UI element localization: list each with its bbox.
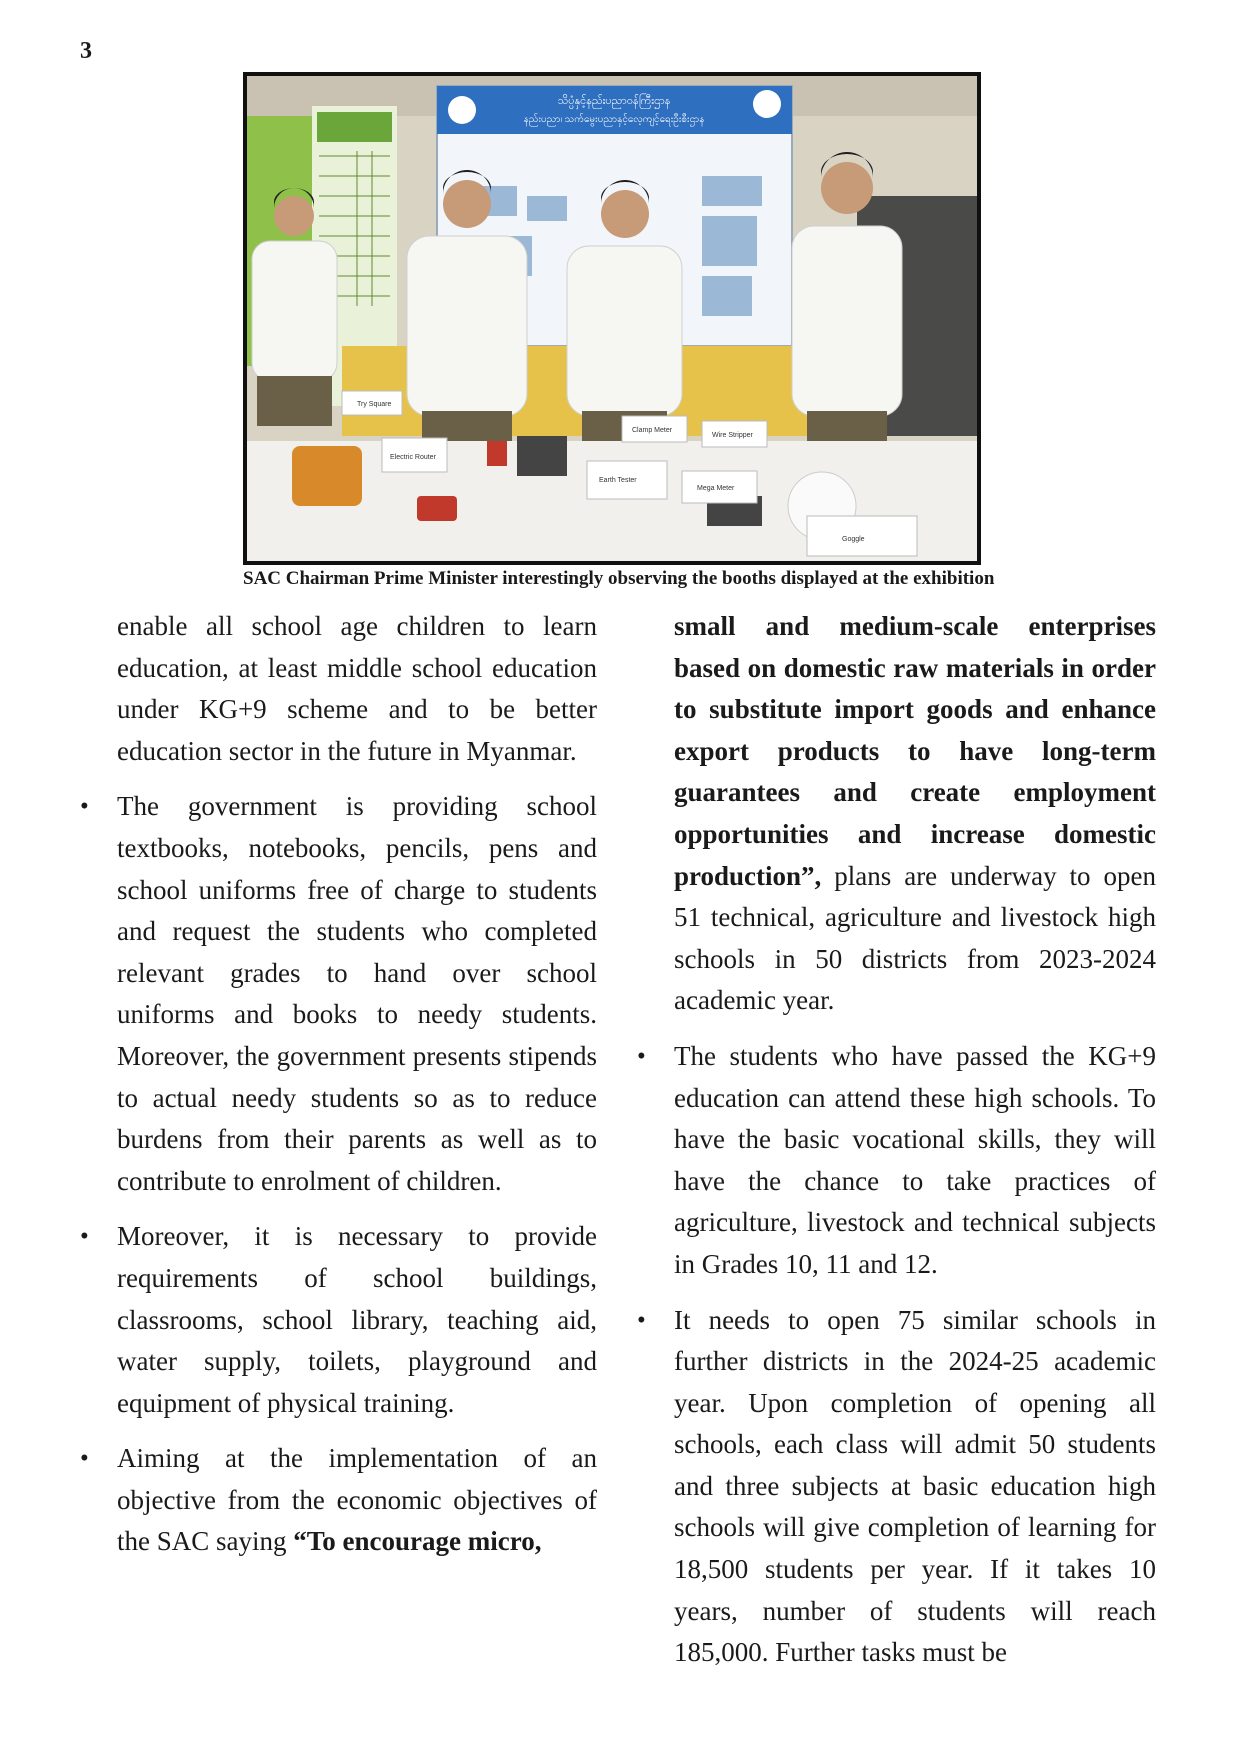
list-item: • The students who have passed the KG+9 education can attend these high schools. To have the basic vocational skills, they will have the chance to take practices of agriculture, livestock and technical subjects in Grades 10, 11 and 12.: [674, 1036, 1156, 1286]
left-intro-paragraph: enable all school age children to learn education, at least middle school education under KG+9 scheme and to be better education sector in the future in Myanmar.: [117, 611, 597, 766]
label-try-square: Try Square: [357, 401, 392, 408]
left-bullet-list: [117, 786, 597, 1563]
list-item-text: Aiming at the implementation of an objective from the economic objectives of the SAC saying: [117, 1443, 597, 1557]
label-wire-stripper: Wire Stripper: [712, 432, 753, 439]
board-heading-line-2: နည်းပညာ၊ သက်မွေးပညာနှင့်လေ့ကျင့်ရေးဦးစီးဌာန: [523, 114, 705, 125]
page-number: 3: [80, 38, 92, 64]
right-intro-paragraph: [674, 606, 1156, 1022]
right-column: [674, 606, 1156, 1674]
figure-caption: SAC Chairman Prime Minister interestingly observing the booths displayed at the exhibition: [243, 568, 995, 589]
quote-continuation: small and medium-scale enterprises based on domestic raw materials in order to substitute import goods and enhance export products to have long-term guarantees and create employment opportunities and increase domestic production”,: [674, 611, 1156, 891]
label-mega-meter: Mega Meter: [697, 485, 735, 492]
list-item: • It needs to open 75 similar schools in further districts in the 2024-25 academic year. Upon completion of opening all schools, each class will admit 50 students and three subjects at basic education high schools will give completion of learning for 18,500 students per year. If it takes 10 years, number of students will reach 185,000. Further tasks must be: [674, 1300, 1156, 1674]
quote-start: “To encourage micro,: [293, 1526, 542, 1557]
exhibition-photo: [243, 72, 981, 565]
right-bullet-list: [674, 1036, 1156, 1674]
right-intro-text: plans are underway to open 51 technical, agriculture and livestock high schools in 50 districts from 2023-2024 academic year.: [674, 860, 1156, 1016]
exhibition-photo-illustration: [247, 76, 977, 561]
list-item: • The government is providing school textbooks, notebooks, pencils, pens and school uniforms free of charge to students and request the students who completed relevant grades to hand over school uniforms and books to needy students. Moreover, the government presents stipends to actual needy students so as to reduce burdens from their parents as well as to contribute to enrolment of children.: [117, 786, 597, 1202]
list-item: • Moreover, it is necessary to provide requirements of school buildings, classrooms, school library, teaching aid, water supply, toilets, playground and equipment of physical training.: [117, 1216, 597, 1424]
left-column: [117, 606, 597, 1563]
label-clamp-meter: Clamp Meter: [632, 427, 673, 434]
label-electric-router: Electric Router: [390, 454, 436, 461]
label-goggle: Goggle: [842, 536, 865, 543]
list-item: [117, 1438, 597, 1563]
board-heading-line-1: သိပ္ပံနှင့်နည်းပညာဝန်ကြီးဌာန: [557, 95, 671, 107]
label-earth-tester: Earth Tester: [599, 477, 637, 484]
